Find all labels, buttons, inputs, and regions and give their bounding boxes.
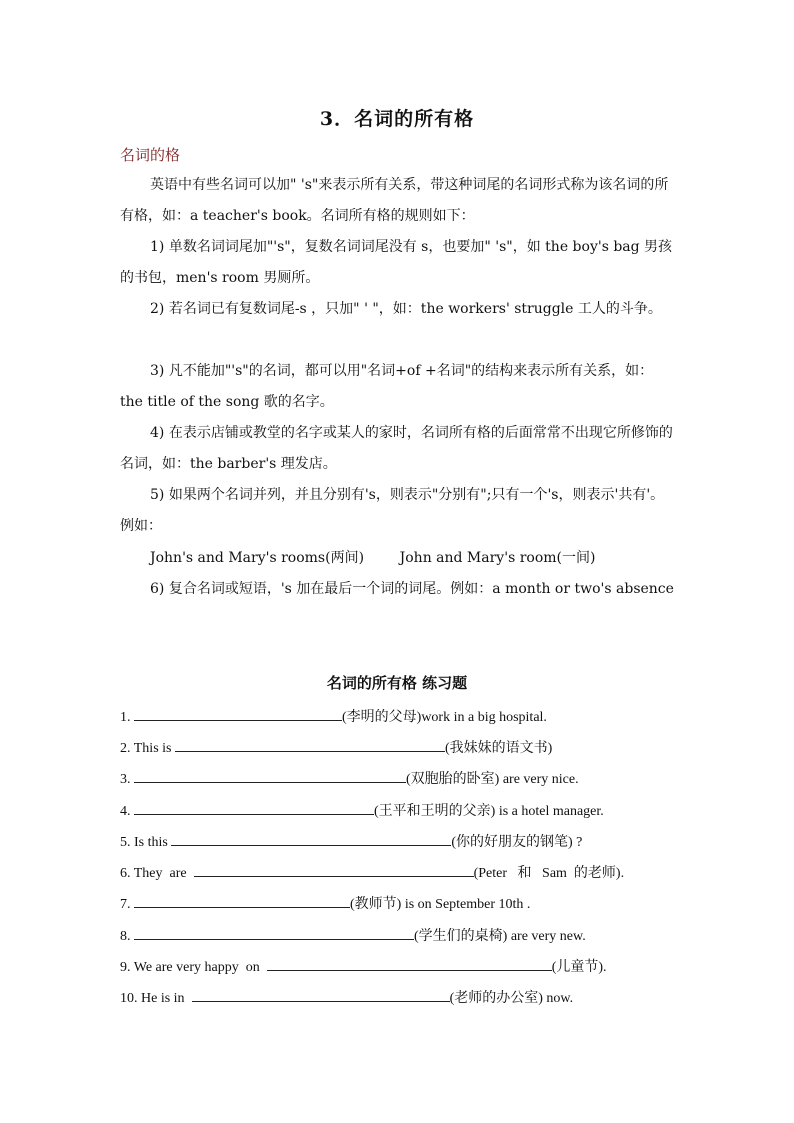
answer-blank[interactable] <box>267 956 552 971</box>
question-8 <box>120 925 586 947</box>
answer-blank[interactable] <box>192 987 450 1002</box>
answer-blank[interactable] <box>194 862 474 877</box>
rule-6: 6) 复合名词或短语，'s 加在最后一个词的词尾。例如：a month or two's absence <box>150 581 674 597</box>
answer-blank[interactable] <box>134 800 374 815</box>
question-suffix: (你的好朋友的钢笔) ? <box>451 835 583 850</box>
question-prefix: 9. We are very happy on <box>120 960 267 975</box>
question-10 <box>120 987 573 1009</box>
intro-paragraph: 英语中有些名词可以加" 's"来表示所有关系，带这种词尾的名词形式称为该名词的所有格，如：a teacher's book。名词所有格的规则如下： <box>120 177 669 224</box>
question-6 <box>120 862 624 884</box>
question-3 <box>120 768 579 790</box>
page-title: 3．名词的所有格 <box>319 108 475 130</box>
question-prefix: 10. He is in <box>120 991 192 1006</box>
rule-1: 1) 单数名词词尾加"'s"，复数名词词尾没有 s，也要加" 's"，如 the boy's bag 男孩的书包，men's room 男厕所。 <box>120 239 673 286</box>
answer-blank[interactable] <box>134 893 350 908</box>
question-suffix: (学生们的桌椅) are very new. <box>414 929 586 944</box>
rule-4: 4) 在表示店铺或教堂的名字或某人的家时，名词所有格的后面常常不出现它所修饰的名词，如：the barber's 理发店。 <box>120 425 673 472</box>
question-1 <box>120 706 547 728</box>
question-suffix: (教师节) is on September 10th . <box>350 897 531 912</box>
answer-blank[interactable] <box>134 706 342 721</box>
question-suffix: (老师的办公室) now. <box>449 991 574 1006</box>
question-4 <box>120 800 604 822</box>
rule-5-example: John's and Mary's rooms(两间) John and Mary's room(一间) <box>150 550 596 566</box>
question-9 <box>120 956 607 978</box>
question-suffix: (李明的父母)work in a big hospital. <box>342 710 547 725</box>
answer-blank[interactable] <box>175 737 445 752</box>
question-prefix: 7. <box>120 897 134 912</box>
question-5 <box>120 831 582 853</box>
question-suffix: (双胞胎的卧室) are very nice. <box>406 772 579 787</box>
rule-2: 2) 若名词已有复数词尾-s ，只加" ' "，如：the workers' struggle 工人的斗争。 <box>150 301 662 317</box>
question-7 <box>120 893 530 915</box>
exercise-title: 名词的所有格 练习题 <box>326 674 468 692</box>
section-heading: 名词的格 <box>120 146 181 164</box>
question-prefix: 4. <box>120 804 134 819</box>
rule-3: 3) 凡不能加"'s"的名词，都可以用"名词+of +名词"的结构来表示所有关系，如：the title of the song 歌的名字。 <box>120 363 654 410</box>
question-prefix: 8. <box>120 929 134 944</box>
question-suffix: (儿童节). <box>551 960 607 975</box>
question-suffix: (Peter 和 Sam 的老师). <box>473 866 625 881</box>
question-prefix: 5. Is this <box>120 835 172 850</box>
answer-blank[interactable] <box>134 925 414 940</box>
question-prefix: 1. <box>120 710 134 725</box>
question-suffix: (王平和王明的父亲) is a hotel manager. <box>374 804 604 819</box>
question-prefix: 3. <box>120 772 134 787</box>
question-2 <box>120 737 552 759</box>
answer-blank[interactable] <box>171 831 451 846</box>
answer-blank[interactable] <box>134 768 406 783</box>
question-prefix: 2. This is <box>120 741 175 756</box>
question-prefix: 6. They are <box>120 866 194 881</box>
rule-5: 5) 如果两个名词并列，并且分别有's，则表示"分别有";只有一个's，则表示'共有'。例如： <box>120 487 665 534</box>
question-suffix: (我妹妹的语文书) <box>444 741 553 756</box>
